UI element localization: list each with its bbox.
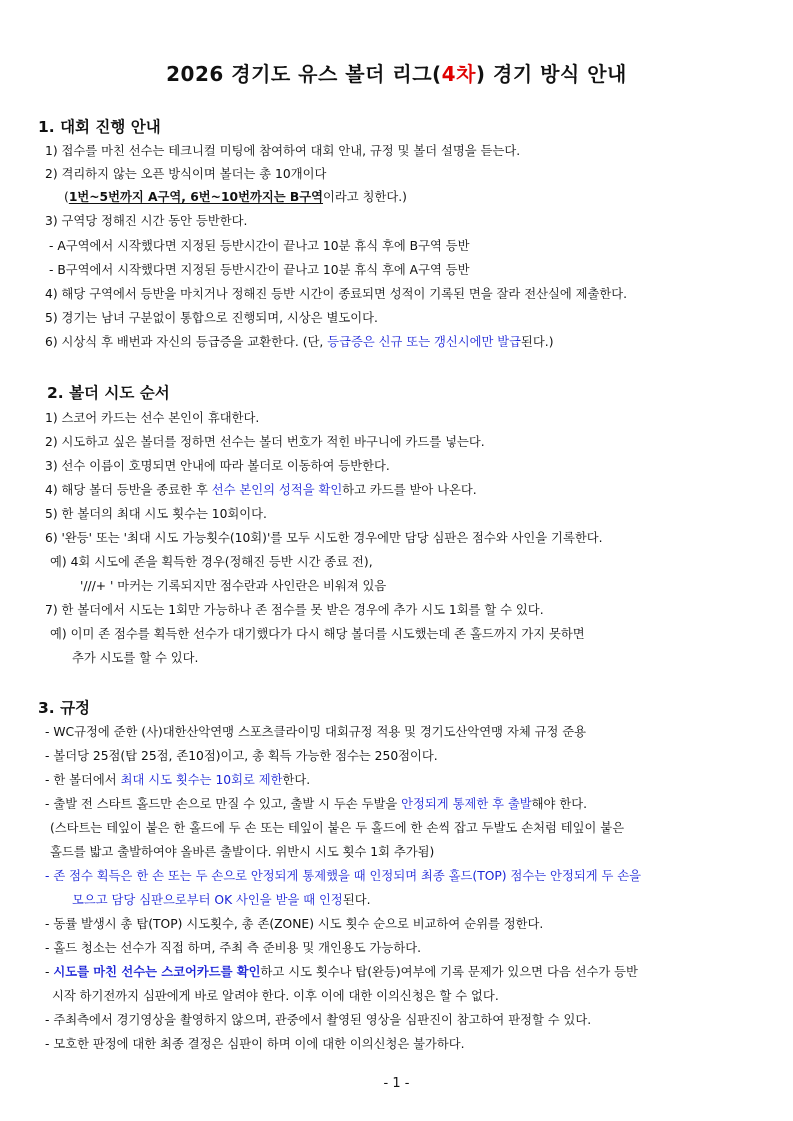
check-score-note: 선수 본인의 성적을 확인: [211, 483, 343, 497]
title-suffix: ) 경기 방식 안내: [475, 62, 627, 86]
rule-item: - 홀드 청소는 선수가 직접 하며, 주최 측 준비용 및 개인용도 가능하다.: [45, 941, 421, 955]
max-attempt-note: 최대 시도 횟수는 10회로 제한: [120, 773, 283, 787]
section-1-item: 2) 격리하지 않는 오픈 방식이며 볼더는 총 10개이다: [45, 167, 327, 181]
zone-definition-emphasis: 1번~5번까지 A구역, 6번~10번까지는 B구역: [68, 190, 324, 204]
rule-item: - 모호한 판정에 대한 최종 결정은 심판이 하며 이에 대한 이의신청은 불가하다.: [45, 1037, 465, 1051]
page-title: [0, 58, 793, 87]
section-1-item: 3) 구역당 정해진 시간 동안 등반한다.: [45, 214, 248, 228]
section-1-heading: 1. 대회 진행 안내: [38, 118, 161, 136]
rule-note: (스타트는 테잎이 붙은 한 홀드에 두 손 또는 테잎이 붙은 두 홀드에 한 손씩 잡고 두발도 손처럼 테잎이 붙은: [50, 821, 625, 835]
section-1-item: 6) 시상식 후 배번과 자신의 등급증을 교환한다. (단, 등급증은 신규 또는 갱신시에만 발급된다.): [45, 335, 554, 349]
rule-item: - 볼더당 25점(탑 25점, 존10점)이고, 총 획득 가능한 점수는 250점이다.: [45, 749, 438, 763]
title-prefix: 2026 경기도 유스 볼더 리그(: [166, 62, 442, 86]
rule-note: 홀드를 밟고 출발하여야 올바른 출발이다. 위반시 시도 횟수 1회 추가됨): [50, 845, 435, 859]
rule-item-score: - 존 점수 획득은 한 손 또는 두 손으로 안정되게 통제했을 때 인정되며 최종 홀드(TOP) 점수는 안정되게 두 손을: [45, 869, 642, 883]
section-2-example: 예) 4회 시도에 존을 획득한 경우(정해진 등반 시간 종료 전),: [50, 555, 373, 569]
scorecard-check-note: 시도를 마친 선수는 스코어카드를 확인: [53, 965, 261, 979]
controlled-start-note: 안정되게 통제한 후 출발: [401, 797, 532, 811]
section-2-item: 7) 한 볼더에서 시도는 1회만 가능하나 존 점수를 못 받은 경우에 추가 시도 1회를 할 수 있다.: [45, 603, 544, 617]
section-1-item: 5) 경기는 남녀 구분없이 통합으로 진행되며, 시상은 별도이다.: [45, 311, 378, 325]
page-number: - 1 -: [383, 1076, 410, 1091]
section-2-item: 2) 시도하고 싶은 볼더를 정하면 선수는 볼더 번호가 적힌 바구니에 카드를 넣는다.: [45, 435, 485, 449]
rule-item-cont: 시작 하기전까지 심판에게 바로 알려야 한다. 이후 이에 대한 이의신청은 할 수 없다.: [52, 989, 499, 1003]
section-2-example-sub: 추가 시도를 할 수 있다.: [72, 651, 199, 665]
section-1-item-dash: - B구역에서 시작했다면 지정된 등반시간이 끝나고 10분 휴식 후에 A구역 등반: [49, 263, 470, 277]
section-1-item: 4) 해당 구역에서 등반을 마치거나 정해진 등반 시간이 종료되면 성적이 기록된 면을 잘라 전산실에 제출한다.: [45, 287, 628, 301]
section-1-item-sub: (1번~5번까지 A구역, 6번~10번까지는 B구역이라고 칭한다.): [64, 190, 407, 204]
rule-item: - 한 볼더에서 최대 시도 횟수는 10회로 제한한다.: [45, 773, 311, 787]
section-1-item-dash: - A구역에서 시작했다면 지정된 등반시간이 끝나고 10분 휴식 후에 B구역 등반: [49, 239, 470, 253]
rule-item: - 동률 발생시 총 탑(TOP) 시도횟수, 총 존(ZONE) 시도 횟수 순으로 비교하여 순위를 정한다.: [45, 917, 544, 931]
rule-item: - 출발 전 스타트 홀드만 손으로 만질 수 있고, 출발 시 두손 두발을 안정되게 통제한 후 출발해야 한다.: [45, 797, 587, 811]
rule-item: - 시도를 마친 선수는 스코어카드를 확인하고 시도 횟수나 탑(완등)여부에 기록 문제가 있으면 다음 선수가 등반: [45, 965, 638, 979]
section-1-item: 1) 접수를 마친 선수는 테크니컬 미팅에 참여하여 대회 안내, 규정 및 볼더 설명을 듣는다.: [45, 144, 521, 158]
section-3-heading: 3. 규정: [38, 699, 91, 717]
title-round-highlight: 4차: [441, 62, 476, 86]
rule-item: - WC규정에 준한 (사)대한산악연맹 스포츠클라이밍 대회규정 적용 및 경기도산악연맹 자체 규정 준용: [45, 725, 587, 739]
rule-item-score-cont: 모으고 담당 심판으로부터 OK 사인을 받을 때 인정된다.: [72, 893, 371, 907]
section-2-item: 1) 스코어 카드는 선수 본인이 휴대한다.: [45, 411, 260, 425]
section-2-item: 4) 해당 볼더 등반을 종료한 후 선수 본인의 성적을 확인하고 카드를 받아 나온다.: [45, 483, 477, 497]
grade-card-note: 등급증은 신규 또는 갱신시에만 발급: [327, 335, 522, 349]
section-2-example: 예) 이미 존 점수를 획득한 선수가 대기했다가 다시 해당 볼더를 시도했는데 존 홀드까지 가지 못하면: [50, 627, 585, 641]
section-2-item: 5) 한 볼더의 최대 시도 횟수는 10회이다.: [45, 507, 267, 521]
rule-item: - 주최측에서 경기영상을 촬영하지 않으며, 관중에서 촬영된 영상을 심판진이 참고하여 판정할 수 있다.: [45, 1013, 592, 1027]
section-2-item: 6) '완등' 또는 '최대 시도 가능횟수(10회)'를 모두 시도한 경우에만 담당 심판은 점수와 사인을 기록한다.: [45, 531, 603, 545]
section-2-heading: 2. 볼더 시도 순서: [47, 384, 170, 402]
section-2-example-sub: '///+ ' 마커는 기록되지만 점수란과 사인란은 비워져 있음: [80, 579, 387, 593]
section-2-item: 3) 선수 이름이 호명되면 안내에 따라 볼더로 이동하여 등반한다.: [45, 459, 390, 473]
